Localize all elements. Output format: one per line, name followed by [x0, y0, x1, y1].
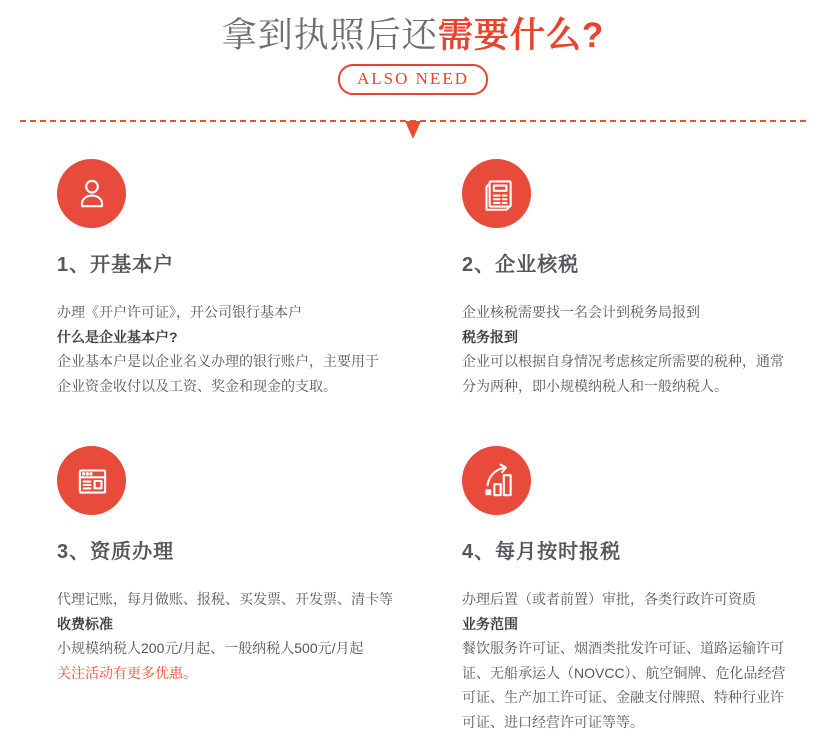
section-title: 2、企业核税	[462, 254, 580, 277]
card-monthly-tax-filing	[462, 446, 792, 734]
also-need-badge: ALSO NEED	[338, 64, 488, 95]
section-subtitle: 什么是企业基本户?	[57, 328, 178, 345]
page-title	[0, 16, 826, 56]
newspaper-icon	[462, 159, 531, 228]
section-title: 3、资质办理	[57, 541, 175, 564]
section-title: 1、开基本户	[57, 254, 175, 277]
body-line: 证、无船承运人（NOVCC）、航空铜牌、危化品经营	[462, 664, 786, 681]
page-title-gray: 拿到执照后还	[221, 16, 438, 55]
section-subtitle: 收费标准	[57, 615, 113, 632]
user-icon	[57, 159, 126, 228]
browser-window-icon	[57, 446, 126, 515]
dashed-divider	[20, 120, 806, 122]
body-line: 办理后置（或者前置）审批，各类行政许可资质	[462, 591, 756, 608]
page-title-red: 需要什么?	[437, 16, 605, 55]
body-line: 可证、生产加工许可证、金融支付牌照、特种行业许	[462, 689, 784, 706]
down-triangle-icon	[405, 121, 421, 139]
body-line: 企业核税需要找一名会计到税务局报到	[462, 304, 700, 321]
promo-note: 关注活动有更多优惠。	[57, 664, 197, 681]
body-line: 餐饮服务许可证、烟酒类批发许可证、道路运输许可	[462, 640, 784, 657]
card-open-basic-account	[57, 159, 412, 398]
body-line: 分为两种，即小规模纳税人和一般纳税人。	[462, 377, 728, 394]
section-title: 4、每月按时报税	[462, 541, 622, 564]
sections-grid	[0, 159, 826, 734]
body-line: 企业基本户是以企业名义办理的银行账户，主要用于	[57, 353, 379, 370]
body-line: 代理记账，每月做账、报税、买发票、开发票、清卡等	[57, 591, 393, 608]
card-qualifications	[57, 446, 412, 734]
card-tax-verification	[462, 159, 792, 398]
body-line: 企业资金收付以及工资、奖金和现金的支取。	[57, 377, 337, 394]
section-subtitle: 业务范围	[462, 615, 518, 632]
body-line: 可证、进口经营许可证等等。	[462, 713, 644, 730]
body-line: 办理《开户许可证》，开公司银行基本户	[57, 304, 302, 321]
body-line: 企业可以根据自身情况考虑核定所需要的税种，通常	[462, 353, 784, 370]
body-line: 小规模纳税人200元/月起、一般纳税人500元/月起	[57, 640, 364, 657]
section-subtitle: 税务报到	[462, 328, 518, 345]
bar-chart-growth-icon	[462, 446, 531, 515]
header	[0, 16, 826, 95]
